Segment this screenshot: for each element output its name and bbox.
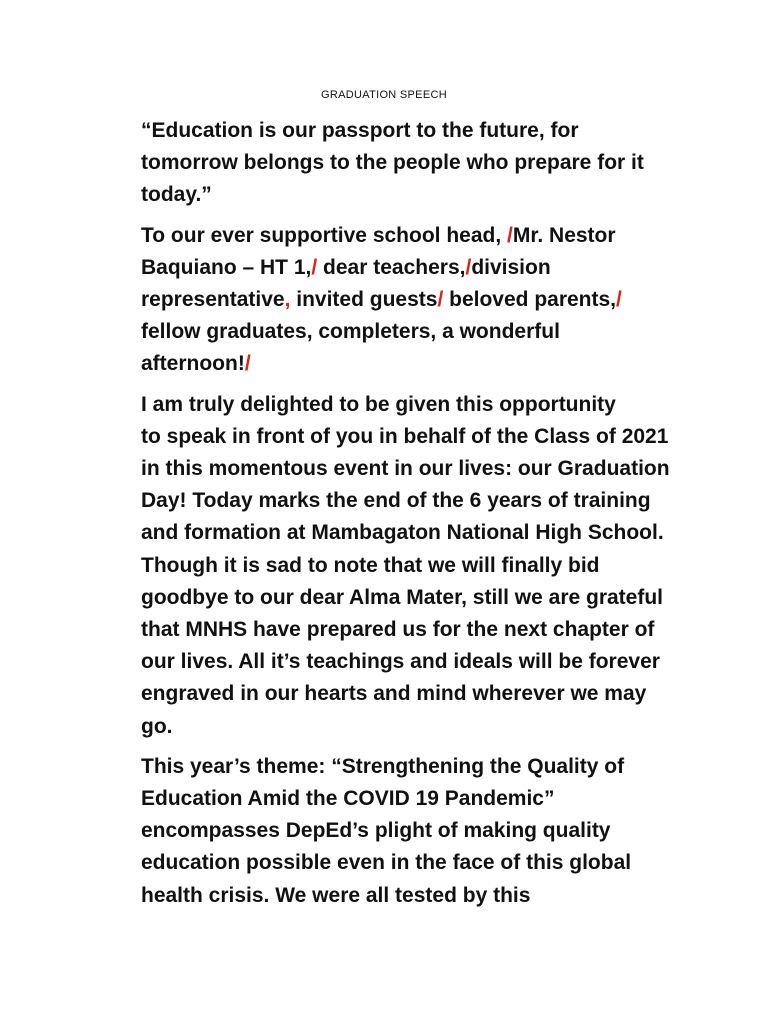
greeting-line bbox=[94, 252, 704, 284]
theme-paragraph bbox=[94, 751, 704, 912]
pause-mark: / bbox=[616, 288, 622, 312]
theme-line: Education Amid the COVID 19 Pandemic” bbox=[141, 787, 555, 811]
intro-line: Day! Today marks the end of the 6 years of training bbox=[141, 489, 651, 513]
intro-line: to speak in front of you in behalf of the Class of 2021 bbox=[141, 424, 669, 448]
theme-line: This year’s theme: “Strengthening the Quality of bbox=[141, 754, 625, 778]
intro-line: go. bbox=[141, 714, 173, 738]
intro-line: that MNHS have prepared us for the next chapter of bbox=[141, 618, 655, 642]
speech-body bbox=[94, 115, 704, 920]
document-title: GRADUATION SPEECH bbox=[321, 89, 447, 101]
theme-line: encompasses DepEd’s plight of making quality bbox=[141, 819, 611, 843]
greeting-line: fellow graduates, completers, a wonderful bbox=[141, 320, 560, 344]
pause-mark: / bbox=[437, 288, 444, 312]
quote-line: today.” bbox=[141, 183, 212, 207]
intro-line: engraved in our hearts and mind wherever we may bbox=[141, 682, 647, 706]
intro-line: I am truly delighted to be given this opportunity bbox=[141, 392, 616, 416]
intro-line: goodbye to our dear Alma Mater, still we are grateful bbox=[141, 585, 664, 609]
greeting-text: To our ever supportive school head, bbox=[141, 223, 508, 247]
pause-mark: / bbox=[244, 352, 251, 376]
greeting-paragraph bbox=[94, 220, 704, 381]
greeting-line bbox=[94, 348, 704, 380]
greeting-text: invited guests bbox=[290, 288, 438, 312]
intro-line: our lives. All it’s teachings and ideals will be forever bbox=[141, 650, 660, 674]
pause-mark: / bbox=[311, 255, 318, 279]
intro-line: and formation at Mambagaton National High School. bbox=[141, 521, 664, 545]
intro-line: in this momentous event in our lives: our Graduation bbox=[141, 457, 670, 481]
greeting-text: Baquiano – HT 1, bbox=[141, 255, 312, 279]
opening-quote bbox=[94, 115, 704, 212]
greeting-text: dear teachers, bbox=[317, 255, 466, 279]
greeting-text: Mr. Nestor bbox=[512, 223, 616, 247]
greeting-text: afternoon! bbox=[141, 352, 245, 376]
theme-line: health crisis. We were all tested by this bbox=[141, 883, 531, 907]
greeting-text: representative bbox=[141, 288, 285, 312]
pause-mark: / bbox=[507, 223, 513, 247]
intro-line: Though it is sad to note that we will finally bid bbox=[141, 553, 600, 577]
greeting-line bbox=[94, 220, 704, 252]
quote-line: tomorrow belongs to the people who prepare for it bbox=[141, 151, 644, 175]
pause-mark: / bbox=[465, 255, 472, 279]
theme-line: education possible even in the face of this global bbox=[141, 851, 632, 875]
greeting-text: beloved parents, bbox=[443, 288, 617, 312]
pause-mark: , bbox=[284, 288, 291, 312]
intro-paragraph bbox=[94, 389, 704, 743]
greeting-line bbox=[94, 284, 704, 316]
greeting-text: division bbox=[471, 255, 551, 279]
quote-line: “Education is our passport to the future, for bbox=[141, 119, 579, 142]
